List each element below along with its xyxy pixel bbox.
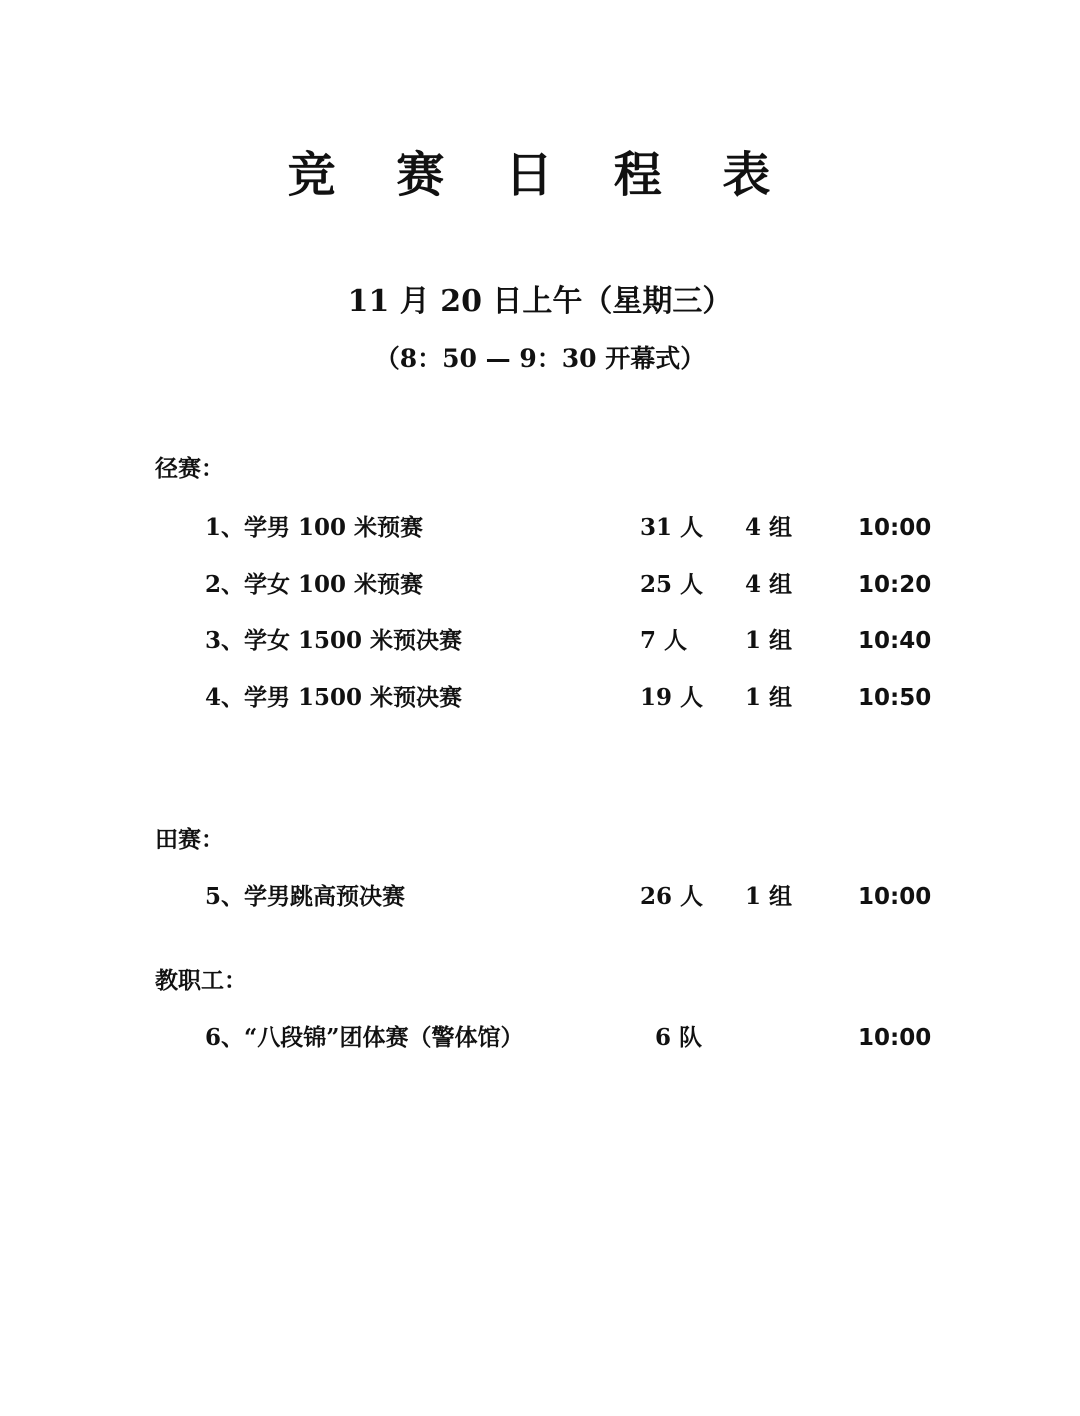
group-count: 4 组: [745, 571, 793, 598]
participant-count: 7 人: [640, 627, 688, 654]
start-time: 10:00: [858, 1025, 932, 1051]
participant-count: 26 人: [640, 883, 704, 910]
event-row: [0, 1020, 1080, 1056]
event-row: [0, 510, 1080, 546]
participant-count: 25 人: [640, 571, 704, 598]
participant-count: 31 人: [640, 514, 704, 541]
event-row: [0, 623, 1080, 659]
participant-count: 6 队: [655, 1024, 703, 1051]
event-name: 1、学男 100 米预赛: [205, 514, 424, 541]
start-time: 10:50: [858, 685, 932, 711]
section-heading-track: 径赛：: [155, 455, 224, 482]
event-name: 6、“八段锦”团体赛（警体馆）: [205, 1024, 524, 1051]
section-heading-staff: 教职工：: [155, 967, 247, 994]
date-line: 11 月 20 日上午（星期三）: [347, 284, 733, 319]
group-count: 1 组: [745, 627, 793, 654]
event-name: 3、学女 1500 米预决赛: [205, 627, 463, 654]
group-count: 4 组: [745, 514, 793, 541]
schedule-title: 竞 赛 日 程 表: [287, 147, 793, 203]
event-row: [0, 567, 1080, 603]
participant-count: 19 人: [640, 684, 704, 711]
event-row: [0, 680, 1080, 716]
group-count: 1 组: [745, 684, 793, 711]
start-time: 10:00: [858, 884, 932, 910]
event-name: 4、学男 1500 米预决赛: [205, 684, 463, 711]
group-count: 1 组: [745, 883, 793, 910]
opening-ceremony-line: （8：50 — 9：30 开幕式）: [374, 344, 706, 373]
start-time: 10:40: [858, 628, 932, 654]
section-heading-field: 田赛：: [155, 826, 224, 853]
start-time: 10:00: [858, 515, 932, 541]
event-row: [0, 879, 1080, 915]
event-name: 5、学男跳高预决赛: [205, 883, 406, 910]
event-name: 2、学女 100 米预赛: [205, 571, 424, 598]
start-time: 10:20: [858, 572, 932, 598]
